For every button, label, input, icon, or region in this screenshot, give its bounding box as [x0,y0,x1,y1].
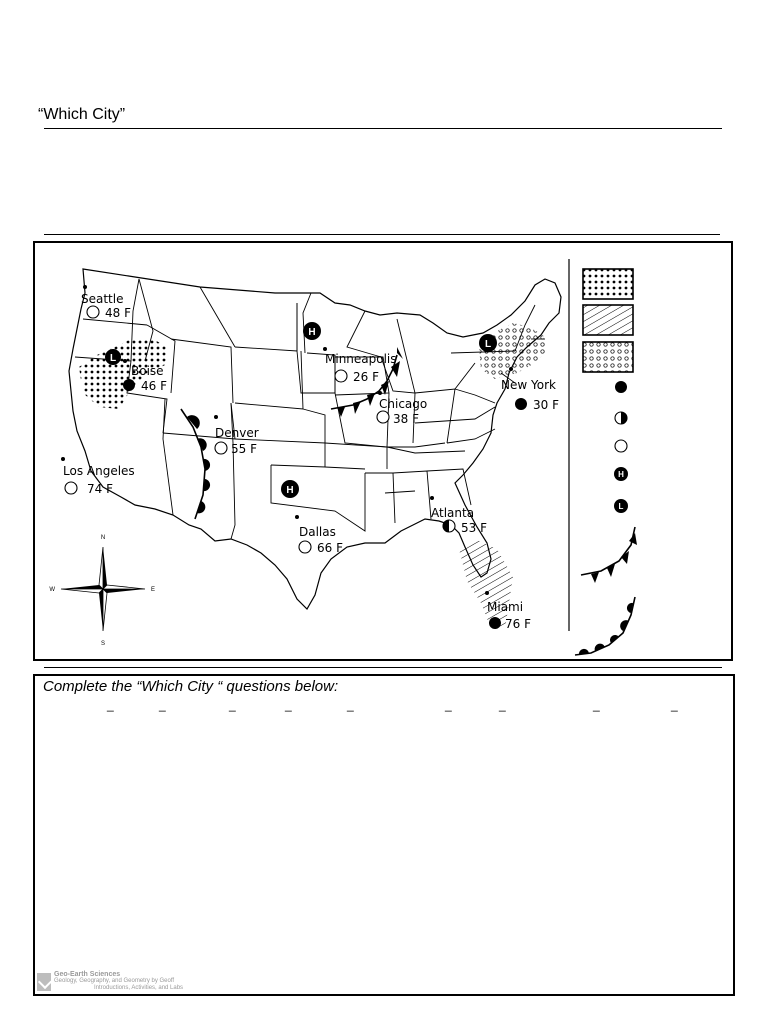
clear-sky-icon [377,411,389,423]
high-pressure-icon [281,480,299,498]
credit-line-2: Geology, Geography, and Geometry by Geoff [54,978,175,984]
answer-blank[interactable]: _ [445,698,452,712]
legend-cold-front-icon [581,527,637,583]
clear-sky-icon [335,370,347,382]
title-rule [44,128,722,129]
svg-text:N: N [100,535,106,541]
svg-text:H: H [308,327,316,338]
answer-blank[interactable]: _ [671,698,678,712]
overcast-icon [489,617,501,629]
svg-text:Atlanta: Atlanta [431,506,475,520]
svg-text:48 F: 48 F [105,306,131,320]
clear-sky-icon [65,482,77,494]
overcast-icon [515,398,527,410]
svg-text:30 F: 30 F [533,398,559,412]
legend-clear-icon [615,440,627,452]
svg-text:66 F: 66 F [317,541,343,555]
svg-text:E: E [151,587,156,593]
svg-text:Los Angeles: Los Angeles [63,464,135,478]
high-pressure-icon [303,322,321,340]
answer-blank[interactable]: _ [229,698,236,712]
overcast-icon [123,379,135,391]
svg-text:Dallas: Dallas [299,525,336,539]
legend [575,269,637,655]
svg-text:H: H [286,485,294,496]
low-pressure-icon [105,349,121,365]
svg-text:76 F: 76 F [505,617,531,631]
svg-text:L: L [109,353,117,364]
legend-low-pressure-icon [614,499,628,513]
credit-line-3: Introductions, Activities, and Labs [94,985,184,991]
svg-text:Chicago: Chicago [379,397,428,411]
weather-map [35,243,735,663]
answer-blank[interactable]: _ [159,698,166,712]
answer-blank[interactable]: _ [347,698,354,712]
svg-text:Minneapolis: Minneapolis [325,352,397,366]
answer-blank[interactable]: _ [285,698,292,712]
legend-high-pressure-icon [614,467,628,481]
svg-text:Boise: Boise [131,364,164,378]
svg-text:L: L [618,502,624,511]
compass-rose-icon [49,535,155,647]
svg-text:W: W [49,587,55,593]
svg-text:38 F: 38 F [393,412,419,426]
weather-map-panel [33,241,733,661]
questions-heading: Complete the “Which City “ questions below: [43,678,339,695]
svg-text:Seattle: Seattle [81,292,124,306]
legend-overcast-icon [615,381,627,393]
credit-line-1: Geo-Earth Sciences [54,971,121,978]
legend-partly-cloudy-icon [615,412,627,424]
svg-text:Denver: Denver [215,426,259,440]
svg-text:Miami: Miami [487,600,524,614]
legend-open-precip-box [583,342,633,372]
svg-text:53 F: 53 F [461,521,487,535]
answer-blank[interactable]: _ [499,698,506,712]
questions-panel [33,674,735,996]
publisher-credit [37,971,183,992]
partly-cloudy-icon [443,520,455,532]
answer-blank[interactable]: _ [593,698,600,712]
svg-text:New York: New York [501,378,556,392]
city-new-york [501,378,559,412]
clear-sky-icon [215,442,227,454]
hatched-precip-area [459,539,513,629]
legend-hatch-box [583,305,633,335]
map-bottom-rule [44,667,722,668]
svg-text:S: S [100,641,106,647]
svg-text:74 F: 74 F [87,482,113,496]
svg-text:H: H [618,470,624,479]
answer-blank[interactable]: _ [107,698,114,712]
divider-rule [44,234,720,235]
legend-dense-precip-box [583,269,633,299]
legend-warm-front-icon [575,597,635,655]
clear-sky-icon [87,306,99,318]
publisher-logo-icon [37,973,51,991]
page-title: “Which City” [38,106,126,123]
svg-text:26 F: 26 F [353,370,379,384]
low-pressure-icon [479,334,497,352]
svg-text:L: L [484,339,492,350]
svg-text:55 F: 55 F [231,442,257,456]
clear-sky-icon [299,541,311,553]
svg-text:46 F: 46 F [141,379,167,393]
